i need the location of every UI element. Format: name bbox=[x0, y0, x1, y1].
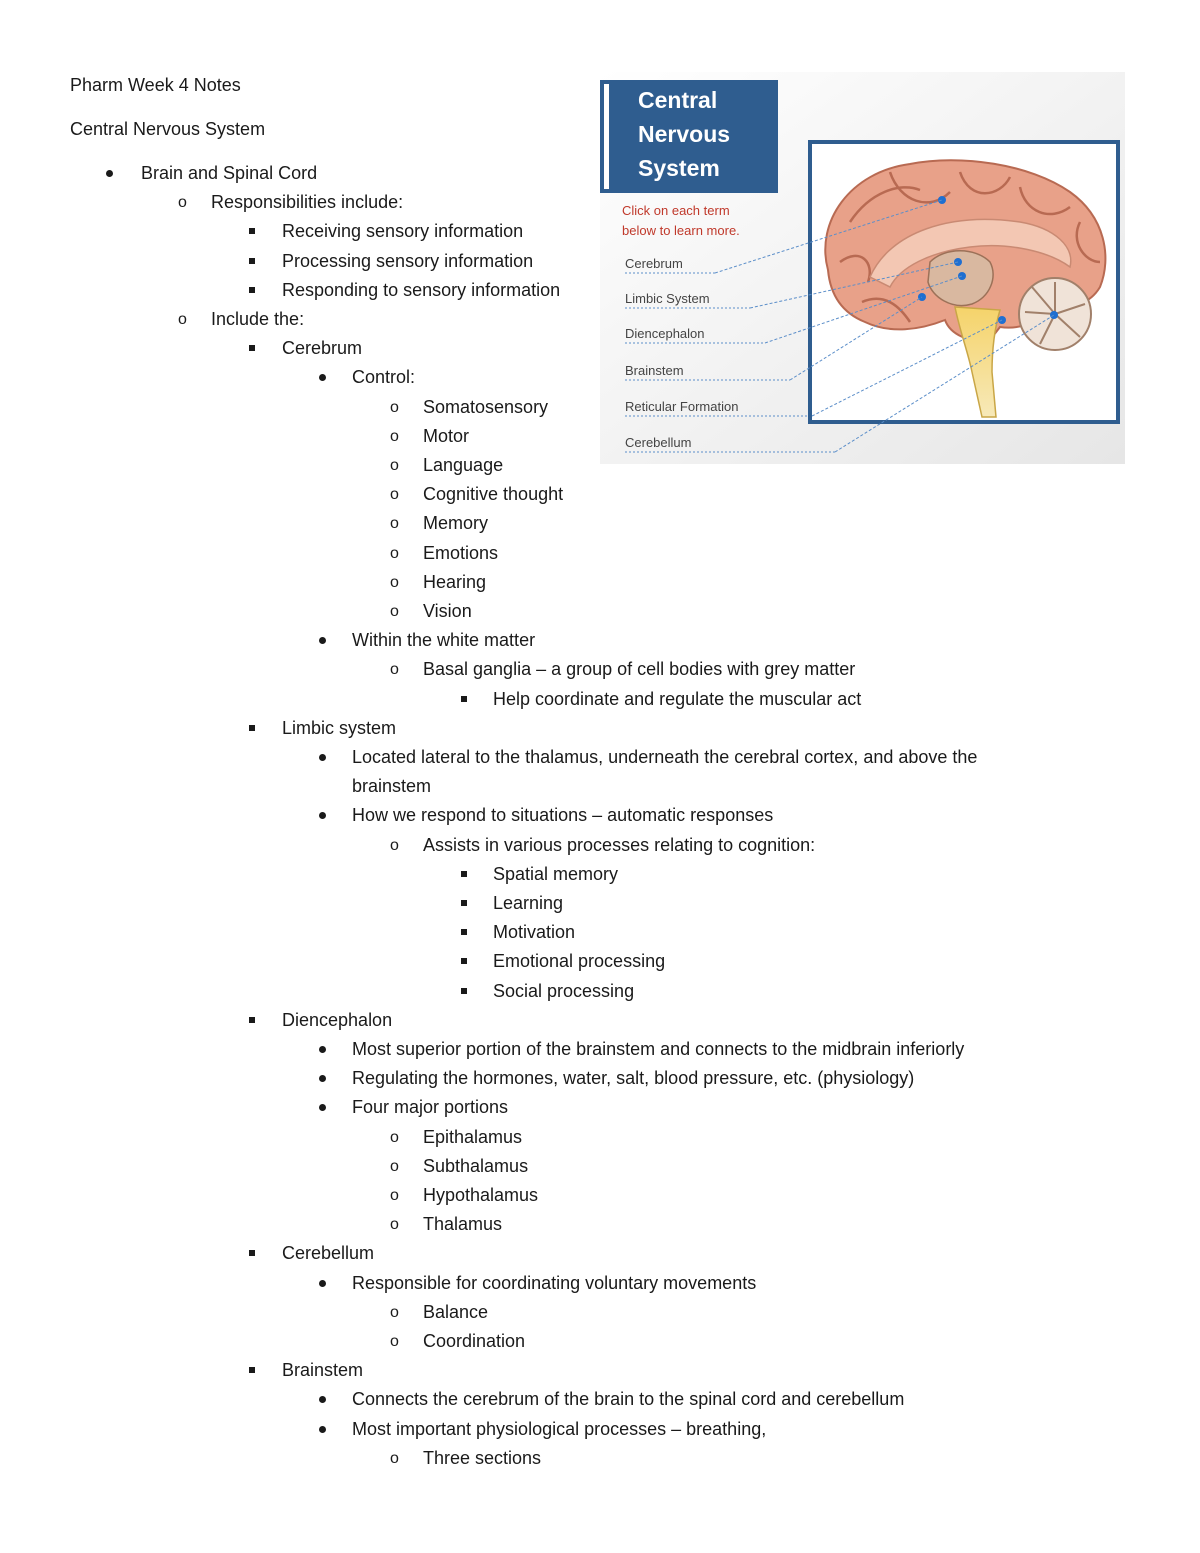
outline-item: How we respond to situations – automatic responses bbox=[352, 805, 774, 826]
outline-item: Processing sensory information bbox=[282, 250, 534, 271]
outline-item: Control: bbox=[352, 367, 416, 388]
bullet-o-icon: o bbox=[390, 544, 399, 562]
outline-item: Hypothalamus bbox=[423, 1185, 539, 1205]
outline-item: Connects the cerebrum of the brain to the spinal cord and cerebellum bbox=[352, 1389, 905, 1410]
bullet-o-icon: o bbox=[390, 427, 399, 445]
bullet-o-icon: o bbox=[390, 1303, 399, 1321]
outline-item: Thalamus bbox=[423, 1214, 503, 1235]
bullet-square-icon bbox=[249, 287, 255, 293]
outline-item: Assists in various processes relating to cognition: bbox=[423, 834, 816, 855]
bullet-dot-icon bbox=[106, 170, 113, 177]
figure-instruction: Click on each term bbox=[622, 203, 730, 218]
outline-item: Emotional processing bbox=[493, 951, 666, 972]
bullet-square-icon bbox=[249, 725, 255, 731]
brain-diagram bbox=[600, 72, 1125, 464]
outline-item: Located lateral to the thalamus, underneath the cerebral cortex, and above the bbox=[352, 747, 978, 767]
outline-item: Language bbox=[423, 455, 504, 475]
bullet-square-icon bbox=[461, 871, 467, 877]
bullet-dot-icon bbox=[319, 1104, 326, 1111]
bullet-o-icon: o bbox=[390, 1449, 399, 1467]
bullet-o-icon: o bbox=[390, 1187, 399, 1204]
bullet-dot-icon bbox=[319, 1280, 326, 1287]
outline-item: Responding to sensory information bbox=[282, 279, 561, 300]
doc-title: Pharm Week 4 Notes bbox=[70, 75, 241, 95]
outline-item: Spatial memory bbox=[493, 863, 619, 884]
bullet-o-icon: o bbox=[178, 194, 187, 212]
outline-item: Within the white matter bbox=[352, 630, 536, 651]
bullet-dot-icon bbox=[319, 637, 326, 644]
bullet-dot-icon bbox=[319, 1396, 326, 1403]
bullet-dot-icon bbox=[319, 1046, 326, 1053]
figure-heading-line: System bbox=[638, 155, 720, 181]
bullet-o-icon: o bbox=[390, 603, 399, 620]
bullet-square-icon bbox=[249, 345, 255, 351]
bullet-o-icon: o bbox=[390, 457, 399, 474]
bullet-square-icon bbox=[249, 1367, 255, 1373]
outline-item: Basal ganglia – a group of cell bodies with grey matter bbox=[423, 659, 856, 680]
term-diencephalon[interactable]: Diencephalon bbox=[625, 326, 705, 341]
outline-item: Four major portions bbox=[352, 1097, 509, 1118]
bullet-square-icon bbox=[249, 228, 255, 234]
bullet-o-icon: o bbox=[390, 486, 399, 504]
section-heading: Central Nervous System bbox=[70, 119, 266, 139]
outline-item: Cognitive thought bbox=[423, 484, 564, 505]
bullet-square-icon bbox=[461, 929, 467, 935]
bullet-dot-icon bbox=[319, 1075, 326, 1082]
figure-heading-line: Nervous bbox=[638, 121, 731, 147]
bullet-square-icon bbox=[461, 696, 467, 702]
bullet-o-icon: o bbox=[390, 515, 399, 533]
outline-item: Hearing bbox=[423, 571, 487, 592]
outline-item: Limbic system bbox=[282, 717, 397, 738]
outline-item: Three sections bbox=[423, 1447, 542, 1468]
bullet-o-icon: o bbox=[390, 1128, 399, 1146]
outline-item: Memory bbox=[423, 513, 489, 534]
term-limbic-system[interactable]: Limbic System bbox=[625, 291, 710, 306]
outline-item: Most superior portion of the brainstem and connects to the midbrain inferiorly bbox=[352, 1039, 965, 1059]
outline-item: Learning bbox=[493, 893, 564, 913]
bullet-dot-icon bbox=[319, 1426, 326, 1433]
outline-item: Cerebellum bbox=[282, 1243, 375, 1264]
bullet-o-icon: o bbox=[390, 1157, 399, 1175]
bullet-dot-icon bbox=[319, 754, 326, 761]
bullet-square-icon bbox=[461, 988, 467, 994]
bullet-dot-icon bbox=[319, 374, 326, 381]
outline-item: Brainstem bbox=[282, 1360, 364, 1381]
outline-item: Most important physiological processes – breathing, bbox=[352, 1418, 767, 1439]
term-reticular-formation[interactable]: Reticular Formation bbox=[625, 399, 739, 414]
bullet-square-icon bbox=[461, 900, 467, 906]
cns-figure bbox=[600, 72, 1125, 464]
outline-item: Help coordinate and regulate the muscular act bbox=[493, 688, 862, 709]
term-cerebellum[interactable]: Cerebellum bbox=[625, 435, 692, 450]
outline-item: brainstem bbox=[352, 776, 432, 797]
outline-item: Include the: bbox=[211, 309, 305, 329]
outline-item: Responsibilities include: bbox=[211, 192, 404, 213]
figure-heading-line: Central bbox=[638, 87, 718, 113]
bullet-o-icon: o bbox=[390, 398, 399, 416]
bullet-square-icon bbox=[249, 1250, 255, 1256]
term-cerebrum[interactable]: Cerebrum bbox=[625, 256, 683, 271]
outline-item: Social processing bbox=[493, 980, 635, 1001]
bullet-o-icon: o bbox=[390, 573, 399, 591]
bullet-o-icon: o bbox=[390, 1333, 399, 1350]
outline-item: Coordination bbox=[423, 1331, 526, 1351]
figure-instruction: below to learn more. bbox=[622, 223, 740, 238]
bullet-o-icon: o bbox=[390, 1216, 399, 1234]
bullet-o-icon: o bbox=[390, 836, 399, 854]
outline-item: Subthalamus bbox=[423, 1155, 529, 1176]
outline-item: Emotions bbox=[423, 542, 499, 563]
bullet-o-icon: o bbox=[178, 311, 187, 328]
outline-item: Diencephalon bbox=[282, 1009, 393, 1030]
bullet-square-icon bbox=[461, 958, 467, 964]
bullet-square-icon bbox=[249, 1017, 255, 1023]
outline-item: Epithalamus bbox=[423, 1126, 523, 1147]
outline-item: Vision bbox=[423, 601, 472, 621]
bullet-dot-icon bbox=[319, 812, 326, 819]
outline-item: Responsible for coordinating voluntary movements bbox=[352, 1272, 757, 1293]
outline-item: Receiving sensory information bbox=[282, 221, 524, 242]
outline-item: Motor bbox=[423, 425, 470, 446]
outline-item: Cerebrum bbox=[282, 338, 363, 359]
bullet-square-icon bbox=[249, 258, 255, 264]
header-accent-bar bbox=[604, 84, 609, 189]
bullet-o-icon: o bbox=[390, 661, 399, 679]
outline-item: Regulating the hormones, water, salt, blood pressure, etc. (physiology) bbox=[352, 1068, 915, 1089]
outline-item: Motivation bbox=[493, 922, 576, 943]
outline-item: Brain and Spinal Cord bbox=[141, 163, 318, 183]
outline-item: Balance bbox=[423, 1301, 489, 1322]
outline-item: Somatosensory bbox=[423, 396, 549, 417]
term-brainstem[interactable]: Brainstem bbox=[625, 363, 684, 378]
